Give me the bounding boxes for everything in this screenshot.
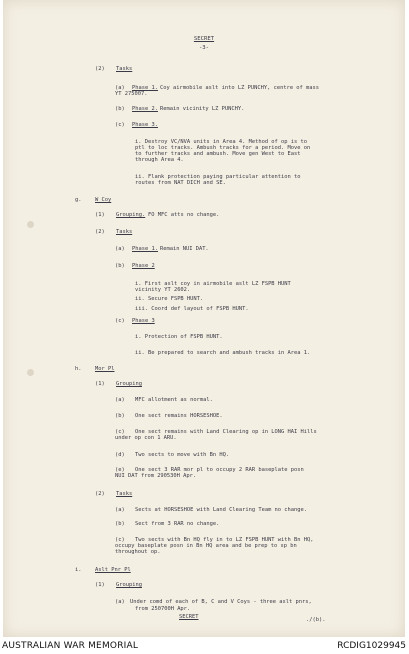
text-line: Under comd of each of B, C and V Coys - three aslt pnrs,	[130, 599, 312, 605]
sub-para-letter: (c)	[115, 318, 125, 324]
text-line: occupy baseplate posn in Bn HQ area and be prep to sp bn	[115, 543, 297, 549]
continuation-marker: ./(b).	[306, 617, 326, 623]
para-heading: Tasks	[116, 229, 133, 235]
text-line: under op con 1 ARU.	[115, 435, 177, 441]
sub-para-letter: (b)	[115, 106, 125, 112]
classification-footer: SECRET	[179, 614, 199, 620]
text-line: Remain vicinity LZ PUNCHY.	[160, 106, 245, 112]
para-heading: Tasks	[116, 66, 133, 72]
para-number: (1)	[95, 212, 105, 218]
archive-footer	[0, 637, 409, 654]
para-number: (2)	[95, 229, 105, 235]
phase-heading: Phase 1.	[132, 246, 158, 252]
para-heading: Grouping	[116, 381, 142, 387]
sub-para-letter: (a)	[115, 599, 125, 605]
punch-hole	[27, 369, 34, 376]
text-line: Sects at HORSESHOE with Land Clearing Team no change.	[135, 507, 308, 513]
text-line: through Area 4.	[135, 157, 184, 163]
punch-hole	[27, 221, 34, 228]
text-line: ii. Flank protection paying particular attention to	[135, 174, 301, 180]
para-number: (2)	[95, 66, 105, 72]
para-number: (1)	[95, 381, 105, 387]
text-line: i. Protection of FSPB HUNT.	[135, 334, 223, 340]
para-heading: Tasks	[116, 491, 133, 497]
section-letter: g.	[75, 197, 82, 203]
phase-heading: Phase 2.	[132, 106, 158, 112]
classification-header: SECRET	[193, 36, 215, 42]
phase-heading: Phase 1.	[132, 85, 158, 91]
page-number: -3-	[198, 45, 210, 51]
phase-heading: Phase 2	[132, 263, 155, 269]
text-line: iii. Coord def layout of FSPB HUNT.	[135, 306, 249, 312]
sub-para-letter: (a)	[115, 397, 125, 403]
sub-para-letter: (a)	[115, 246, 125, 252]
section-letter: h.	[75, 366, 82, 372]
section-heading: W Coy	[95, 197, 112, 203]
section-letter: i.	[75, 567, 82, 573]
text-line: One sect remains with Land Clearing op in LONG HAI Hills	[135, 429, 317, 435]
sub-para-letter: (a)	[115, 85, 125, 91]
text-line: Sect from 3 RAR no change.	[135, 521, 220, 527]
phase-heading: Phase 3	[132, 318, 155, 324]
text-line: ii. Secure FSPB HUNT.	[135, 296, 204, 302]
text-line: to further tracks and ambush. Move gen West to East	[135, 151, 301, 157]
text-line: i. First aslt coy in airmobile aslt LZ FSPB HUNT	[135, 281, 291, 287]
text-line: YT 275007.	[115, 91, 148, 97]
section-heading: Mor Pl	[95, 366, 115, 372]
text-line: from 250700H Apr.	[135, 606, 191, 612]
text-line: Two sects to move with Bn HQ.	[135, 452, 230, 458]
text-line: ptl to loc tracks. Ambush tracks for a period. Move on	[135, 145, 311, 151]
sub-para-letter: (c)	[115, 429, 125, 435]
text-line: MFC allotment as normal.	[135, 397, 213, 403]
sub-para-letter: (a)	[115, 507, 125, 513]
section-heading: Aslt Pnr Pl	[95, 567, 131, 573]
text-line: throughout op.	[115, 549, 161, 555]
text-line: NUI DAT from 290530H Apr.	[115, 473, 197, 479]
text-line: routes from NAT DICH and SE.	[135, 180, 226, 186]
para-heading: Grouping	[116, 582, 142, 588]
text-line: Coy airmobile aslt into LZ PUNCHY, centre of mass	[160, 85, 320, 91]
sub-para-letter: (b)	[115, 413, 125, 419]
phase-heading: Phase 3.	[132, 122, 158, 128]
text-line: i. Destroy VC/NVA units in Area 4. Method of op is to	[135, 139, 308, 145]
sub-para-letter: (d)	[115, 452, 125, 458]
para-number: (2)	[95, 491, 105, 497]
text-line: FO MFC atts no change.	[148, 212, 220, 218]
archive-reference: RCDIG1029945	[337, 641, 406, 651]
sub-para-letter: (e)	[115, 467, 125, 473]
text-line: One sect remains HORSESHOE.	[135, 413, 223, 419]
sub-para-letter: (c)	[115, 122, 125, 128]
text-line: Remain NUI DAT.	[160, 246, 209, 252]
sub-para-letter: (b)	[115, 263, 125, 269]
sub-para-letter: (b)	[115, 521, 125, 527]
text-line: Two sects with Bn HQ fly in to LZ FSPB HUNT with Bn HQ,	[135, 537, 314, 543]
para-number: (1)	[95, 582, 105, 588]
text-line: ii. Be prepared to search and ambush tracks in Area 1.	[135, 350, 311, 356]
document-page	[3, 0, 405, 637]
text-line: vicinity YT 2602.	[135, 287, 191, 293]
sub-para-letter: (c)	[115, 537, 125, 543]
archive-name: AUSTRALIAN WAR MEMORIAL	[2, 641, 139, 651]
text-line: One sect 3 RAR mor pl to occupy 2 RAR baseplate posn	[135, 467, 304, 473]
para-heading: Grouping.	[116, 212, 146, 218]
